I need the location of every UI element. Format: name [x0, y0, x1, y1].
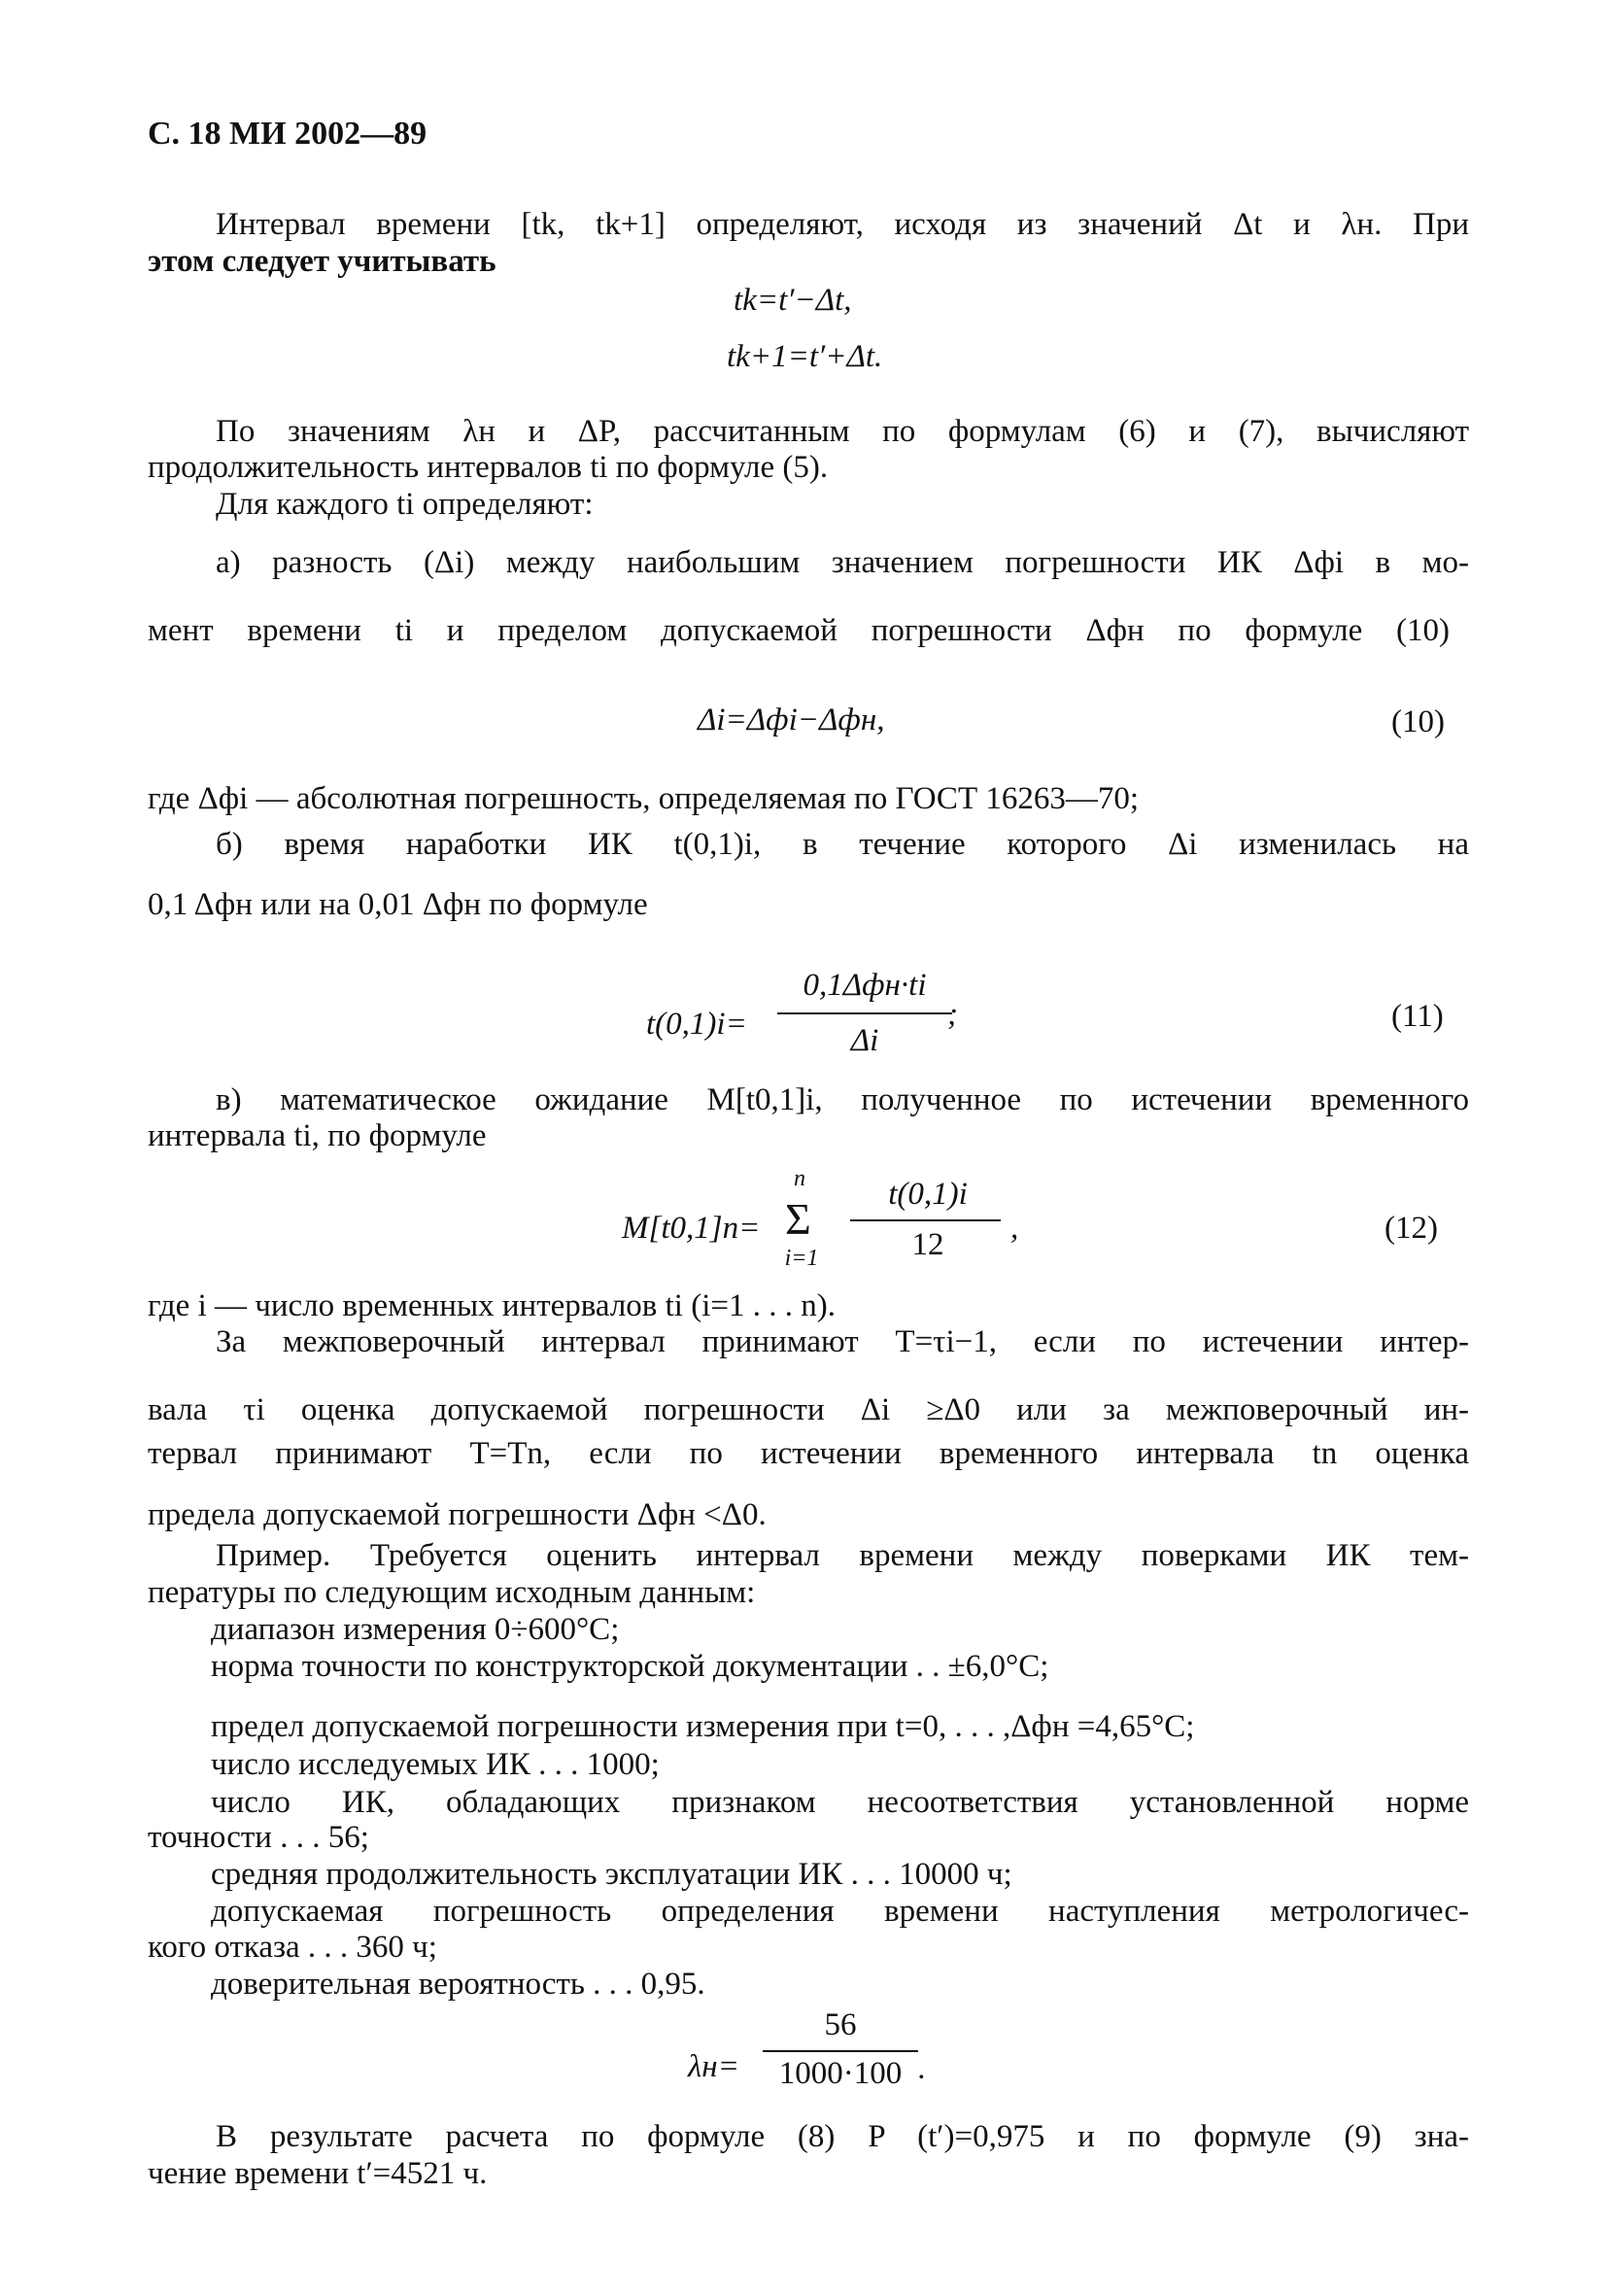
text-line: чение времени t′=4521 ч. — [148, 2156, 488, 2191]
formula-12-sigma: Σ — [785, 1194, 811, 1244]
formula-12-denominator: 12 — [911, 1227, 944, 1262]
text-line: где i — число временных интервалов ti (i=1 . . . n). — [148, 1288, 836, 1323]
formula-11-denominator: Δi — [850, 1023, 879, 1058]
text-line: Интервал времени [tk, tk+1] определяют, исходя из значений Δt и λн. При — [216, 207, 1469, 242]
text-line: средняя продолжительность эксплуатации ИК . . . 10000 ч; — [211, 1857, 1012, 1892]
page-header: С. 18 МИ 2002—89 — [148, 116, 427, 152]
formula-number-11: (11) — [1391, 999, 1444, 1034]
text-line: В результате расчета по формуле (8) P (t′)=0,975 и по формуле (9) зна- — [216, 2119, 1469, 2154]
text-line: Для каждого ti определяют: — [216, 487, 594, 522]
formula-12-sum-bottom: i=1 — [784, 1246, 819, 1271]
formula-12-tail: , — [1010, 1211, 1019, 1246]
text-line: предел допускаемой погрешности измерения при t=0, . . . ,Δфн =4,65°С; — [211, 1709, 1195, 1744]
formula-12-lhs: M[t0,1]n= — [622, 1211, 761, 1246]
text-line: За межповерочный интервал принимают T=τi−1, если по истечении интер- — [216, 1324, 1469, 1359]
text-line: в) математическое ожидание M[t0,1]i, полученное по истечении временного — [216, 1082, 1469, 1117]
text-line: допускаемая погрешность определения времени наступления метрологичес- — [211, 1894, 1469, 1929]
text-line: этом следует учитывать — [148, 244, 496, 279]
formula-lambda-numerator: 56 — [824, 2007, 857, 2042]
text-line: точности . . . 56; — [148, 1820, 369, 1855]
formula-lambda-tail: . — [918, 2051, 927, 2086]
formula-10: Δi=Δфi−Δфн, — [698, 703, 885, 737]
text-line: б) время наработки ИК t(0,1)i, в течение которого Δi изменилась на — [216, 827, 1469, 862]
formula-11-tail: ; — [947, 997, 958, 1032]
formula-tk1: tk+1=t′+Δt. — [727, 339, 883, 374]
formula-12-fraction-bar — [850, 1219, 1001, 1221]
text-line: норма точности по конструкторской документации . . ±6,0°С; — [211, 1649, 1049, 1684]
text-line: интервала ti, по формуле — [148, 1118, 487, 1153]
formula-12-sum-top: n — [794, 1166, 805, 1191]
formula-tk: tk=t′−Δt, — [734, 283, 852, 318]
text-line: По значениям λн и ΔP, рассчитанным по формулам (6) и (7), вычисляют — [216, 414, 1469, 449]
text-line: 0,1 Δфн или на 0,01 Δфн по формуле — [148, 887, 648, 922]
formula-lambda-denominator: 1000·100 — [778, 2056, 903, 2091]
text-line: кого отказа . . . 360 ч; — [148, 1930, 437, 1965]
formula-lambda-fraction-bar — [763, 2050, 918, 2052]
formula-number-12: (12) — [1385, 1211, 1438, 1246]
text-line: пературы по следующим исходным данным: — [148, 1575, 756, 1610]
text-line: вала τi оценка допускаемой погрешности Δi ≥Δ0 или за межповерочный ин- — [148, 1392, 1469, 1427]
text-line: диапазон измерения 0÷600°С; — [211, 1612, 620, 1647]
text-line: тервал принимают T=Tn, если по истечении временного интервала tn оценка — [148, 1436, 1469, 1471]
text-line: доверительная вероятность . . . 0,95. — [211, 1967, 705, 2002]
formula-lambda-lhs: λн= — [688, 2049, 739, 2084]
text-line: продолжительность интервалов ti по формуле (5). — [148, 450, 829, 485]
text-line: Пример. Требуется оценить интервал времени между поверками ИК тем- — [216, 1538, 1469, 1573]
formula-number-10: (10) — [1391, 704, 1445, 739]
formula-11-lhs: t(0,1)i= — [646, 1007, 747, 1042]
text-line: предела допускаемой погрешности Δфн <Δ0. — [148, 1497, 767, 1532]
formula-11-numerator: 0,1Δфн·ti — [803, 968, 927, 1003]
formula-11-fraction-bar — [777, 1012, 952, 1014]
formula-12-numerator: t(0,1)i — [888, 1177, 968, 1212]
text-line: а) разность (Δi) между наибольшим значением погрешности ИК Δфi в мо- — [216, 545, 1469, 580]
text-line: мент времени ti и пределом допускаемой погрешности Δфн по формуле (10) — [148, 613, 1450, 648]
text-line: где Δфi — абсолютная погрешность, определяемая по ГОСТ 16263—70; — [148, 781, 1140, 816]
text-line: число ИК, обладающих признаком несоответствия установленной норме — [211, 1785, 1469, 1820]
text-line: число исследуемых ИК . . . 1000; — [211, 1747, 660, 1782]
